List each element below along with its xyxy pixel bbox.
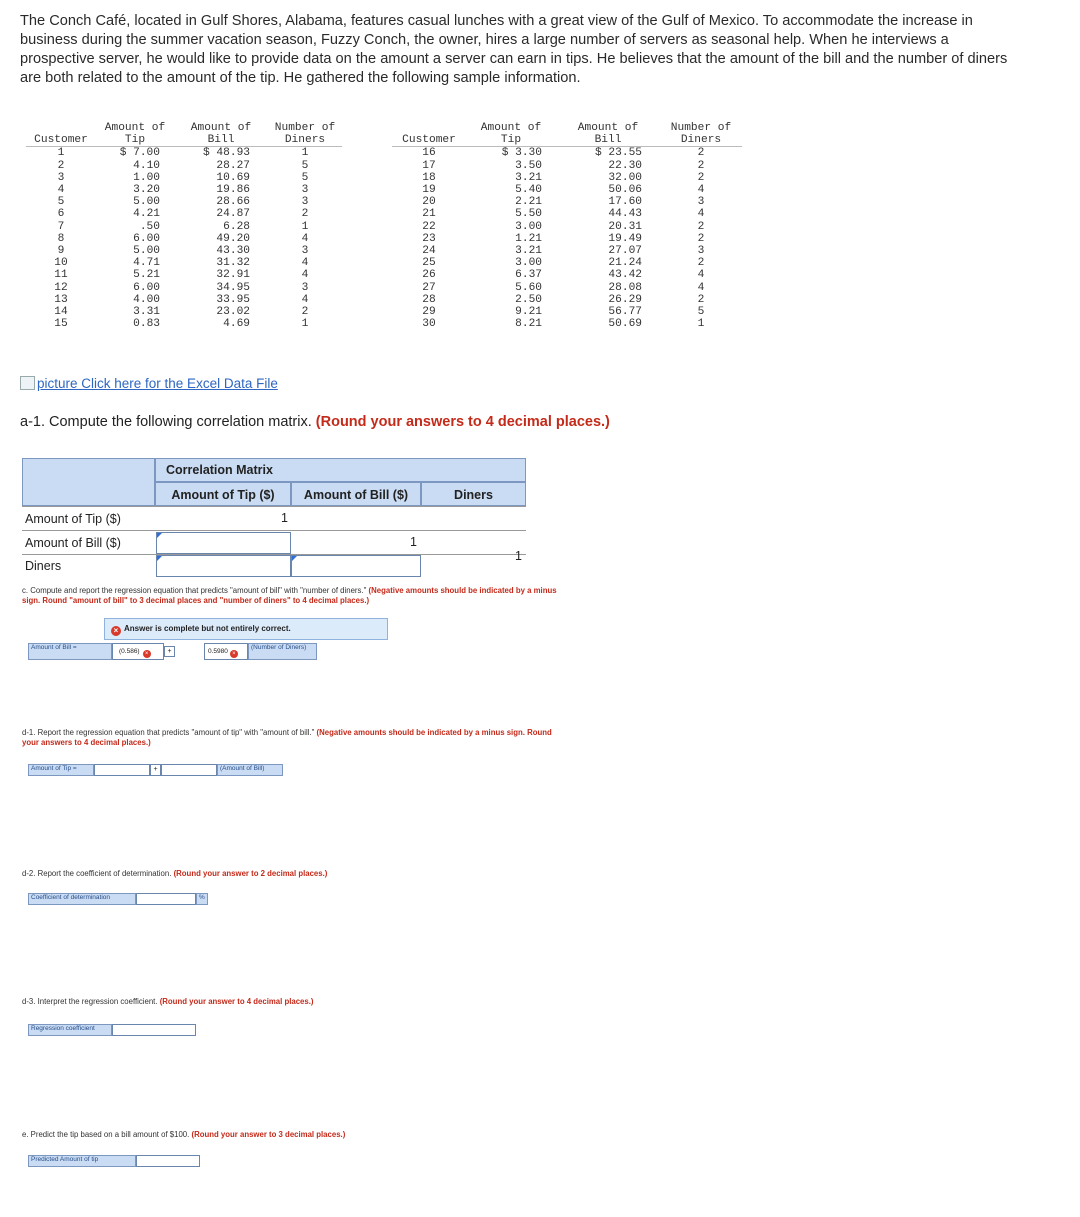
cell-tip: 6.00 (133, 281, 160, 294)
matrix-col-bill: Amount of Bill ($) (291, 482, 421, 506)
c-value1: (0.586) (119, 648, 140, 655)
question-e (22, 1130, 562, 1140)
table-row (392, 269, 742, 281)
cell-diners: 2 (660, 147, 742, 160)
cell-tip: 4.21 (133, 208, 160, 221)
table-row (392, 184, 742, 196)
c-prompt: c. Compute and report the regression equation that predicts "amount of bill" with "number of diners." (22, 586, 367, 595)
cell-diners: 3 (301, 245, 309, 257)
cell-diners: 4 (697, 208, 705, 221)
cell-diners: 2 (697, 159, 705, 172)
d2-input[interactable] (136, 893, 196, 905)
col-customer-label: Customer (34, 134, 88, 147)
d3-note: (Round your answer to 4 decimal places.) (159, 997, 314, 1006)
c-intercept-input[interactable] (112, 643, 164, 660)
col-customer-r-label: Customer (402, 134, 456, 147)
corr-bill-tip-input[interactable] (156, 532, 291, 554)
e-prompt: e. Predict the tip based on a bill amount of $100. (22, 1130, 190, 1139)
cell-tip: .50 (139, 220, 160, 233)
cell-bill: 6.28 (223, 220, 250, 233)
cell-tip: 1.00 (133, 171, 160, 184)
cell-diners: 5 (697, 306, 705, 319)
matrix-row-label-bill: Amount of Bill ($) (25, 536, 121, 550)
col-bill-r-2: Bill (594, 134, 622, 147)
cell-diners: 4 (697, 183, 705, 196)
c-label: Amount of Bill = (28, 643, 112, 660)
cell-bill: 17.60 (608, 196, 642, 209)
cell-diners: 3 (301, 183, 309, 196)
d1-intercept-input[interactable] (94, 764, 150, 776)
cell-bill: 33.95 (216, 293, 250, 306)
cell-customer: 15 (54, 318, 68, 331)
a1-prompt: a-1. Compute the following correlation matrix. (20, 414, 312, 430)
excel-data-link[interactable] (20, 376, 278, 391)
table-row (26, 233, 342, 245)
cell-customer: 25 (422, 257, 436, 270)
d1-label: Amount of Tip = (28, 764, 94, 776)
table-row (392, 208, 742, 220)
corr-diners-tip-input[interactable] (156, 555, 291, 577)
cell-tip: 6.00 (133, 232, 160, 245)
cell-diners: 5 (301, 159, 309, 172)
cell-customer: 1 (26, 147, 96, 160)
matrix-diag-bill: 1 (410, 535, 417, 549)
table-row (26, 184, 342, 196)
col-tip-r-2: Tip (500, 134, 522, 147)
e-input[interactable] (136, 1155, 200, 1167)
cell-tip: 2.50 (515, 293, 542, 306)
matrix-row-tip (22, 506, 526, 530)
d1-prompt: d-1. Report the regression equation that predicts "amount of tip" with "amount of bill." (22, 728, 315, 737)
col-diners-r-2: Diners (680, 134, 722, 147)
cell-tip: 0.83 (133, 318, 160, 331)
matrix-col-diners: Diners (421, 482, 526, 506)
table-row (392, 282, 742, 294)
cell-diners: 2 (697, 293, 705, 306)
answer-status-banner (104, 618, 388, 640)
cell-customer: 11 (54, 269, 68, 282)
table-row (392, 306, 742, 318)
c-slope-input[interactable] (204, 643, 248, 660)
cell-diners: 3 (697, 196, 705, 209)
corr-diners-bill-input[interactable] (291, 555, 421, 577)
cell-bill: 26.29 (608, 293, 642, 306)
table-row (26, 245, 342, 257)
cell-diners: 1 (301, 318, 309, 331)
cell-bill: 32.91 (216, 269, 250, 282)
cell-diners: 2 (301, 306, 309, 319)
cell-diners: 3 (301, 281, 309, 294)
cell-customer: 26 (422, 269, 436, 282)
cell-customer: 3 (57, 171, 65, 184)
correlation-matrix (22, 458, 526, 576)
d1-slope-input[interactable] (161, 764, 217, 776)
cell-diners: 2 (301, 208, 309, 221)
excel-link-text: picture Click here for the Excel Data File (37, 376, 278, 391)
cell-diners: 4 (301, 269, 309, 282)
cell-tip: $ 7.00 (96, 147, 174, 160)
table-row (392, 294, 742, 306)
cell-diners: 2 (697, 171, 705, 184)
matrix-row-label-diners: Diners (25, 559, 62, 573)
cell-bill: 50.69 (608, 318, 642, 331)
col-customer (26, 122, 96, 134)
cell-diners: 2 (697, 232, 705, 245)
table-row (26, 160, 342, 172)
table-row (26, 269, 342, 281)
c-var: (Number of Diners) (248, 643, 317, 660)
cell-diners: 5 (301, 171, 309, 184)
col-bill-1: Amount of (190, 122, 252, 135)
table-row (392, 160, 742, 172)
cell-tip: 3.00 (515, 220, 542, 233)
banner-text: Answer is complete but not entirely correct. (124, 624, 291, 633)
matrix-row-diners (22, 549, 526, 576)
cell-customer: 10 (54, 257, 68, 270)
cell-bill: $ 48.93 (174, 147, 268, 160)
table-row (26, 318, 342, 330)
cell-bill: 56.77 (608, 306, 642, 319)
cell-bill: 4.69 (223, 318, 250, 331)
cell-tip: 5.00 (133, 245, 160, 257)
cell-customer: 14 (54, 306, 68, 319)
cell-bill: 50.06 (608, 183, 642, 196)
cell-diners: 1 (268, 147, 342, 160)
cell-bill: 27.07 (608, 245, 642, 257)
cell-bill: 49.20 (216, 232, 250, 245)
cell-tip: 3.50 (515, 159, 542, 172)
e-note: (Round your answer to 3 decimal places.) (191, 1130, 346, 1139)
cell-diners: 4 (301, 232, 309, 245)
table-row (26, 208, 342, 220)
cell-customer: 2 (57, 159, 65, 172)
matrix-row-label-tip: Amount of Tip ($) (25, 512, 121, 526)
col-customer-r (392, 122, 466, 134)
c-note: (Negative amounts should be indicated by a minus sign. Round "amount of bill" to 3 decimal places and "number of diners" to 4 decimal places.) (22, 586, 557, 605)
col-tip-1: Amount of (104, 122, 166, 135)
d2-label: Coefficient of determination (28, 893, 136, 905)
col-diners-2: Diners (284, 134, 326, 147)
cell-customer: 20 (422, 196, 436, 209)
question-c (22, 586, 562, 606)
cell-tip: $ 3.30 (466, 147, 556, 160)
cell-customer: 21 (422, 208, 436, 221)
d1-plus: + (150, 764, 161, 776)
a1-note: (Round your answers to 4 decimal places.) (315, 414, 610, 430)
cell-diners: 2 (697, 257, 705, 270)
cell-tip: 3.20 (133, 183, 160, 196)
cell-tip: 5.50 (515, 208, 542, 221)
table-row (392, 172, 742, 184)
cell-customer: 22 (422, 220, 436, 233)
table-row (26, 306, 342, 318)
cell-tip: 4.00 (133, 293, 160, 306)
cell-diners: 4 (697, 269, 705, 282)
cell-bill: 21.24 (608, 257, 642, 270)
table-row (26, 221, 342, 233)
question-d1 (22, 728, 562, 748)
cell-bill: 23.02 (216, 306, 250, 319)
cell-customer: 30 (422, 318, 436, 331)
d1-var: (Amount of Bill) (217, 764, 283, 776)
cell-tip: 3.31 (133, 306, 160, 319)
cell-customer: 28 (422, 293, 436, 306)
col-tip-2: Tip (124, 134, 146, 147)
d3-input[interactable] (112, 1024, 196, 1036)
cell-tip: 5.40 (515, 183, 542, 196)
d3-prompt: d-3. Interpret the regression coefficient. (22, 997, 158, 1006)
cell-tip: 5.00 (133, 196, 160, 209)
table-row (26, 282, 342, 294)
table-row (26, 294, 342, 306)
data-table-right (392, 122, 742, 330)
col-bill-2: Bill (207, 134, 235, 147)
table-row (26, 196, 342, 208)
matrix-col-tip: Amount of Tip ($) (155, 482, 291, 506)
cell-customer: 8 (57, 232, 65, 245)
d3-label: Regression coefficient (28, 1024, 112, 1036)
cell-diners: 1 (301, 220, 309, 233)
cell-bill: 28.27 (216, 159, 250, 172)
cell-customer: 4 (57, 183, 65, 196)
cell-bill: 28.66 (216, 196, 250, 209)
cell-bill: 34.95 (216, 281, 250, 294)
cell-tip: 9.21 (515, 306, 542, 319)
cell-customer: 23 (422, 232, 436, 245)
problem-intro: The Conch Café, located in Gulf Shores, Alabama, features casual lunches with a great view of the Gulf of Mexico. To accommodate the increase in business during the summer vacation season, Fuzzy Conch, the owner, hires a large number of servers as seasonal help. When he interviews a prospective server, he would like to provide data on the amount a server can earn in tips. He believes that the amount of the bill and the number of diners are both related to the amount of the tip. He gathered the following sample information. (20, 13, 1008, 86)
table-row (392, 257, 742, 269)
cell-bill: 43.30 (216, 245, 250, 257)
table-row (26, 257, 342, 269)
d2-unit: % (196, 893, 208, 905)
cell-customer: 27 (422, 281, 436, 294)
cell-customer: 16 (392, 147, 466, 160)
col-diners-r-1: Number of (670, 122, 732, 135)
col-diners-1: Number of (274, 122, 336, 135)
status-x-icon: × (111, 626, 121, 636)
cell-diners: 3 (301, 196, 309, 209)
cell-customer: 19 (422, 183, 436, 196)
cell-tip: 3.00 (515, 257, 542, 270)
cell-tip: 5.60 (515, 281, 542, 294)
cell-customer: 17 (422, 159, 436, 172)
c-intercept-x-icon: × (143, 650, 151, 658)
cell-bill: 44.43 (608, 208, 642, 221)
cell-bill: 43.42 (608, 269, 642, 282)
cell-diners: 3 (697, 245, 705, 257)
question-d2 (22, 869, 562, 879)
cell-diners: 1 (697, 318, 705, 331)
cell-tip: 2.21 (515, 196, 542, 209)
table-row (392, 233, 742, 245)
cell-bill: 19.86 (216, 183, 250, 196)
col-tip-r-1: Amount of (480, 122, 542, 135)
cell-bill: 19.49 (608, 232, 642, 245)
matrix-diag-tip: 1 (281, 511, 288, 525)
cell-customer: 24 (422, 245, 436, 257)
table-row (392, 196, 742, 208)
cell-tip: 8.21 (515, 318, 542, 331)
cell-diners: 4 (697, 281, 705, 294)
table-row (26, 172, 342, 184)
d2-note: (Round your answer to 2 decimal places.) (173, 869, 328, 878)
e-label: Predicted Amount of tip (28, 1155, 136, 1167)
table-row (392, 318, 742, 330)
cell-diners: 2 (697, 220, 705, 233)
matrix-corner (22, 458, 155, 506)
cell-customer: 29 (422, 306, 436, 319)
cell-customer: 18 (422, 171, 436, 184)
cell-customer: 5 (57, 196, 65, 209)
cell-tip: 3.21 (515, 171, 542, 184)
cell-customer: 6 (57, 208, 65, 221)
cell-bill: 32.00 (608, 171, 642, 184)
cell-tip: 4.10 (133, 159, 160, 172)
cell-customer: 9 (57, 245, 65, 257)
picture-icon (20, 376, 35, 390)
c-plus: + (164, 646, 175, 657)
cell-diners: 4 (301, 257, 309, 270)
d2-prompt: d-2. Report the coefficient of determination. (22, 869, 172, 878)
cell-tip: 6.37 (515, 269, 542, 282)
cell-tip: 5.21 (133, 269, 160, 282)
cell-bill: 10.69 (216, 171, 250, 184)
col-bill-r-1: Amount of (577, 122, 639, 135)
cell-bill: 28.08 (608, 281, 642, 294)
matrix-diag-diners: 1 (515, 549, 522, 563)
cell-bill: $ 23.55 (556, 147, 660, 160)
c-slope-x-icon: × (230, 650, 238, 658)
cell-bill: 20.31 (608, 220, 642, 233)
table-row (392, 147, 742, 160)
cell-customer: 12 (54, 281, 68, 294)
table-row (392, 221, 742, 233)
cell-bill: 31.32 (216, 257, 250, 270)
table-row (26, 147, 342, 160)
cell-bill: 24.87 (216, 208, 250, 221)
cell-customer: 7 (57, 220, 65, 233)
cell-customer: 13 (54, 293, 68, 306)
table-row (392, 245, 742, 257)
cell-bill: 22.30 (608, 159, 642, 172)
cell-diners: 4 (301, 293, 309, 306)
cell-tip: 3.21 (515, 245, 542, 257)
matrix-title: Correlation Matrix (155, 458, 526, 482)
question-d3 (22, 997, 562, 1007)
cell-tip: 4.71 (133, 257, 160, 270)
cell-tip: 1.21 (515, 232, 542, 245)
data-table-left (26, 122, 342, 330)
d1-note: (Negative amounts should be indicated by a minus sign. Round your answers to 4 decimal places.) (22, 728, 552, 747)
c-value2: 0.5980 (208, 648, 228, 655)
question-a1 (20, 414, 610, 430)
